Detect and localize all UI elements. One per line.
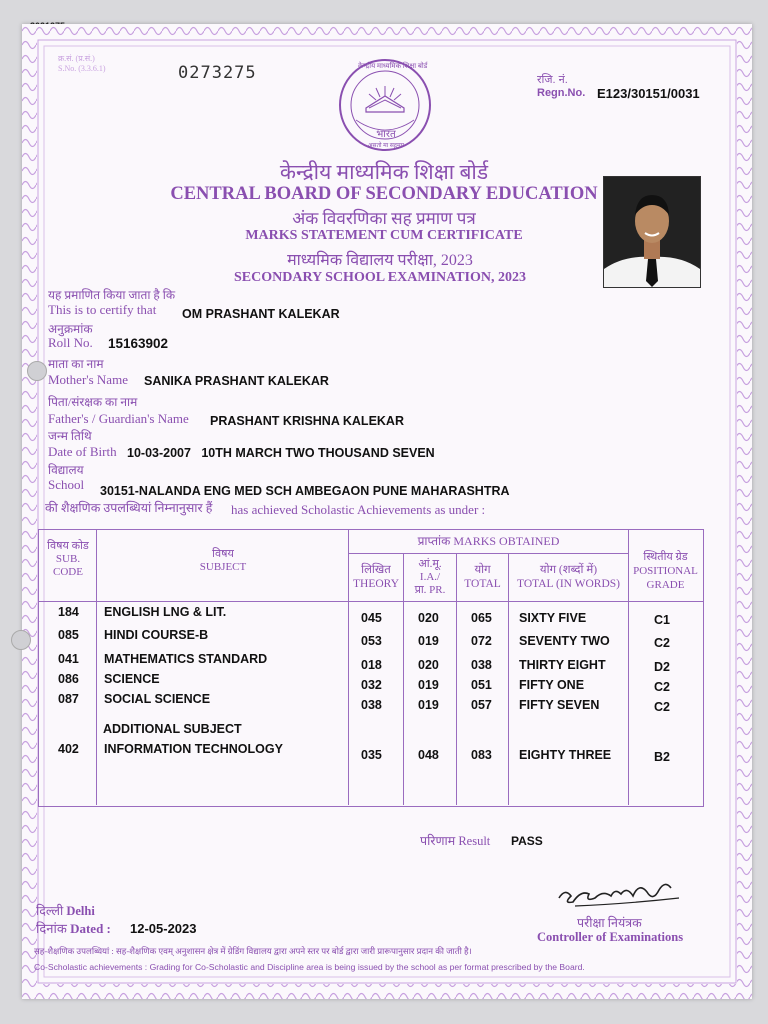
emblem-top-text: केन्द्रीय माध्यमिक शिक्षा बोर्ड	[358, 62, 428, 70]
student-photo	[603, 176, 701, 288]
dob-label-en: Date of Birth	[48, 444, 117, 459]
result-label	[420, 832, 490, 849]
header-total	[457, 563, 508, 591]
positional-grade: B2	[654, 750, 670, 764]
theory-marks: 035	[361, 748, 382, 762]
school-label-hi: विद्यालय	[48, 463, 84, 477]
exam-title-hi: माध्यमिक विद्यालय परीक्षा, 2023	[287, 252, 473, 269]
subject-code: 086	[58, 672, 79, 686]
date-of-birth: 10-03-2007 10TH MARCH TWO THOUSAND SEVEN	[127, 446, 435, 460]
place-label-en: Delhi	[66, 904, 95, 918]
header-words-hi: योग (शब्दों में)	[539, 564, 598, 576]
header-grade-hi: स्थितीय ग्रेड	[643, 551, 688, 563]
table-header-divider	[38, 601, 704, 602]
emblem-bottom-text: भारत	[376, 129, 396, 140]
subject-code: 184	[58, 605, 79, 619]
total-in-words: SEVENTY TWO	[519, 634, 610, 648]
header-theory-hi: लिखित	[361, 564, 391, 576]
col-divider-code	[96, 529, 97, 805]
additional-subject-label: ADDITIONAL SUBJECT	[103, 722, 242, 736]
certify-label-en: This is to certify that	[48, 302, 157, 317]
total-in-words: SIXTY FIVE	[519, 611, 587, 625]
total-in-words: FIFTY ONE	[519, 678, 585, 692]
total-in-words: FIFTY SEVEN	[519, 698, 600, 712]
theory-marks: 018	[361, 658, 382, 672]
header-marks-en: MARKS OBTAINED	[453, 534, 560, 548]
total-marks: 065	[471, 611, 492, 625]
subject-name: SOCIAL SCIENCE	[104, 692, 211, 706]
header-ia-en: I.A./	[419, 571, 441, 583]
dob-label-hi: जन्म तिथि	[48, 429, 92, 443]
total-marks: 057	[471, 698, 492, 712]
ia-marks: 019	[418, 678, 439, 692]
header-grade	[629, 550, 702, 592]
certificate-title-hi: अंक विवरणिका सह प्रमाण पत्र	[292, 209, 476, 228]
punch-hole-bottom	[11, 630, 31, 650]
positional-grade: D2	[654, 660, 670, 674]
place-label-hi: दिल्ली	[36, 904, 64, 918]
result-label-en: Result	[458, 834, 491, 848]
mother-label-hi: माता का नाम	[48, 357, 104, 371]
header-subject	[98, 548, 348, 574]
father-label-en: Father's / Guardian's Name	[48, 411, 189, 426]
mother-label-en: Mother's Name	[48, 372, 128, 387]
father-name: PRASHANT KRISHNA KALEKAR	[210, 414, 404, 428]
roll-label-hi: अनुक्रमांक	[48, 322, 93, 336]
exam-title-en: SECONDARY SCHOOL EXAMINATION, 2023	[234, 270, 526, 285]
roll-number: 15163902	[108, 336, 169, 351]
place-label	[36, 902, 95, 919]
positional-grade: C2	[654, 700, 670, 714]
serial-label-hi: क्र.सं. (प्र.सं.)	[58, 54, 95, 63]
subject-name: INFORMATION TECHNOLOGY	[104, 742, 283, 756]
header-total-hi: योग	[474, 564, 491, 576]
ia-marks: 048	[418, 748, 439, 762]
controller-signature	[555, 868, 685, 916]
theory-marks: 053	[361, 634, 382, 648]
header-words	[509, 563, 628, 591]
board-title-hi: केन्द्रीय माध्यमिक शिक्षा बोर्ड	[279, 160, 489, 184]
header-grade-en-2: GRADE	[646, 579, 685, 591]
header-code-hi: विषय कोड	[47, 540, 89, 552]
subject-name: MATHEMATICS STANDARD	[104, 652, 268, 666]
subject-code: 041	[58, 652, 79, 666]
subject-name: ENGLISH LNG & LIT.	[104, 605, 227, 619]
regn-number: E123/30151/0031	[597, 86, 700, 101]
board-title-en: CENTRAL BOARD OF SECONDARY EDUCATION	[170, 184, 598, 204]
total-marks: 072	[471, 634, 492, 648]
subject-code: 085	[58, 628, 79, 642]
header-code-en: SUB. CODE	[53, 553, 83, 578]
total-in-words: THIRTY EIGHT	[519, 658, 606, 672]
theory-marks: 032	[361, 678, 382, 692]
emblem-motto: असतो मा सद्गमय	[367, 143, 405, 149]
dated-label-en: Dated :	[70, 921, 111, 936]
dated-label-hi: दिनांक	[36, 921, 67, 936]
roll-label-en: Roll No.	[48, 335, 93, 350]
header-theory	[349, 563, 403, 591]
regn-label-en: Regn.No.	[537, 87, 586, 99]
achieved-label-en: has achieved Scholastic Achievements as under :	[231, 502, 486, 517]
subject-name: SCIENCE	[104, 672, 160, 686]
ia-marks: 019	[418, 698, 439, 712]
student-name: OM PRASHANT KALEKAR	[182, 307, 340, 321]
header-code	[40, 540, 96, 579]
theory-marks: 045	[361, 611, 382, 625]
positional-grade: C2	[654, 636, 670, 650]
certificate-title-en: MARKS STATEMENT CUM CERTIFICATE	[245, 228, 523, 243]
school-name: 30151-NALANDA ENG MED SCH AMBEGAON PUNE MAHARASHTRA	[100, 484, 510, 498]
issue-date: 12-05-2023	[130, 921, 197, 936]
punch-hole-top	[27, 361, 47, 381]
total-marks: 038	[471, 658, 492, 672]
subject-code: 087	[58, 692, 79, 706]
positional-grade: C1	[654, 613, 670, 627]
serial-number: 0273275	[178, 63, 257, 83]
marks-subheader-divider	[348, 553, 628, 554]
regn-label-hi: रजि. नं.	[537, 74, 568, 86]
header-subject-hi: विषय	[212, 548, 234, 560]
school-label-en: School	[48, 477, 85, 492]
footnote-hi: सह-शैक्षणिक उपलब्धियां : सह-शैक्षणिक एवम् अनुशासन क्षेत्र में ग्रेडिंग विद्यालय द्वारा अपने स्तर पर बोर्ड द्वारा जारी प्रारूपानुसार प्रदान की जाती है।	[34, 946, 472, 956]
header-theory-en: THEORY	[353, 578, 399, 590]
positional-grade: C2	[654, 680, 670, 694]
controller-label-en: Controller of Examinations	[537, 930, 684, 944]
subject-code: 402	[58, 742, 79, 756]
total-marks: 051	[471, 678, 492, 692]
theory-marks: 038	[361, 698, 382, 712]
certify-label-hi: यह प्रमाणित किया जाता है कि	[48, 288, 176, 302]
result-label-hi: परिणाम	[420, 834, 456, 848]
result-value: PASS	[511, 834, 543, 848]
header-grade-en: POSITIONAL	[633, 565, 698, 577]
achieved-label-hi: की शैक्षणिक उपलब्धियां निम्नानुसार हैं	[45, 501, 213, 515]
header-marks-hi: प्राप्तांक	[417, 534, 451, 548]
ia-marks: 020	[418, 658, 439, 672]
header-ia-pr: प्रा. PR.	[414, 584, 446, 596]
ia-marks: 019	[418, 634, 439, 648]
header-subject-en: SUBJECT	[199, 561, 247, 573]
total-marks: 083	[471, 748, 492, 762]
total-in-words: EIGHTY THREE	[519, 748, 612, 762]
subject-name: HINDI COURSE-B	[104, 628, 209, 642]
footnote-en: Co-Scholastic achievements : Grading for Co-Scholastic and Discipline area is being issued by the school as per format prescribed by the Board.	[34, 962, 585, 972]
header-marks	[349, 535, 628, 548]
header-words-en: TOTAL (IN WORDS)	[517, 578, 620, 590]
header-ia	[404, 558, 456, 597]
dated-label	[36, 919, 111, 937]
header-ia-hi: आं.मू.	[418, 558, 442, 570]
serial-label-en: S.No. (3.3.6.1)	[58, 64, 106, 73]
serial-label	[58, 54, 106, 74]
controller-label-hi: परीक्षा नियंत्रक	[577, 916, 642, 930]
mother-name: SANIKA PRASHANT KALEKAR	[144, 374, 329, 388]
ia-marks: 020	[418, 611, 439, 625]
father-label-hi: पिता/संरक्षक का नाम	[48, 395, 138, 409]
header-total-en: TOTAL	[464, 578, 501, 590]
